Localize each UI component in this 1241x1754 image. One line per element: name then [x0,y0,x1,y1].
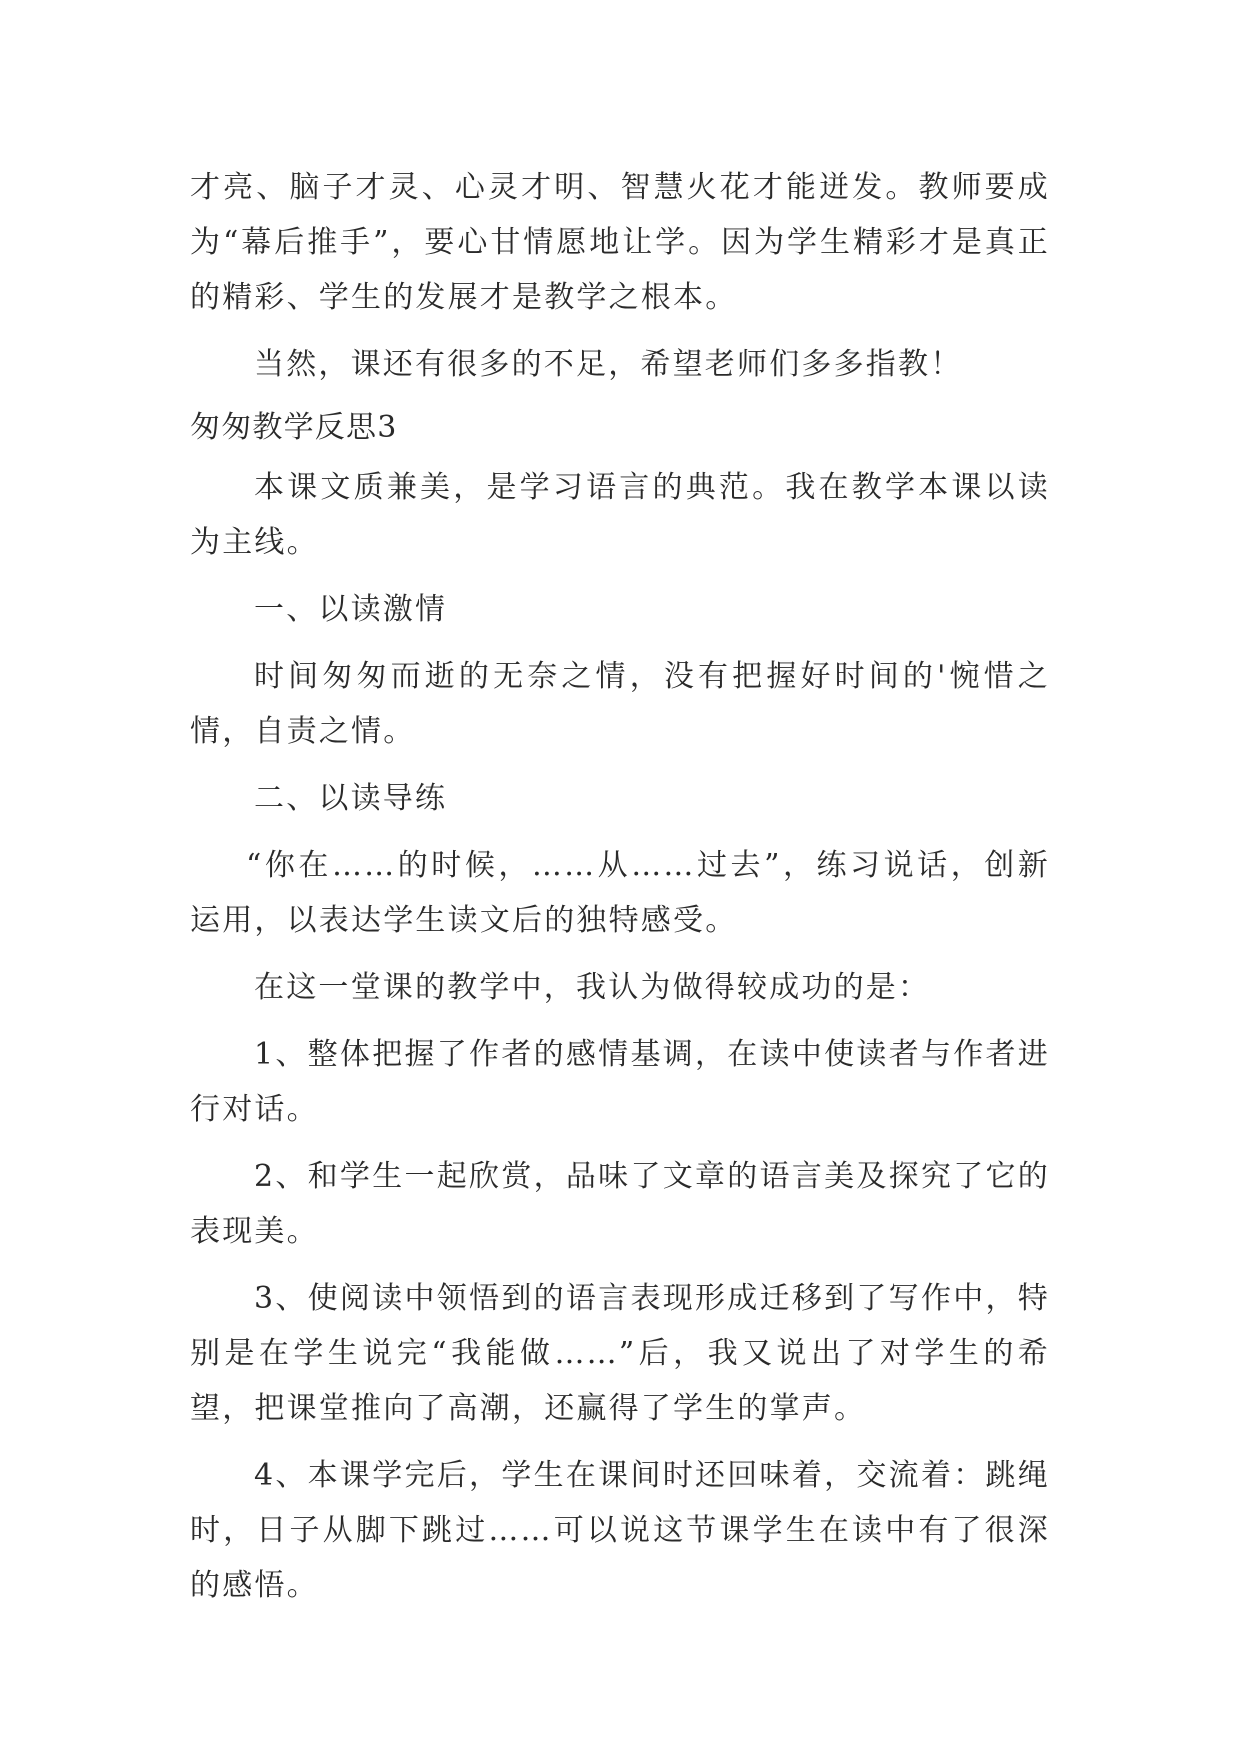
paragraph-success-intro: 在这一堂课的教学中，我认为做得较成功的是： [254,970,931,1005]
continuation-paragraph: 才亮、脑子才灵、心灵才明、智慧火花才能迸发。教师要成为“幕后推手”，要心甘情愿地让学。因为学生精彩才是真正的精彩、学生的发展才是教学之根本。 [190,170,1050,315]
subheading-read-practice: 二、以读导练 [254,781,448,816]
list-item-3: 3、使阅读中领悟到的语言表现形成迁移到了写作中，特别是在学生说完“我能做……”后，我又说出了对学生的希望，把课堂推向了高潮，还赢得了学生的掌声。 [190,1281,1050,1426]
paragraph-practice: “你在……的时候，……从……过去”，练习说话，创新运用，以表达学生读文后的独特感受。 [190,848,1050,938]
document-body [190,160,1050,1625]
closing-paragraph: 当然，课还有很多的不足，希望老师们多多指教！ [254,347,963,382]
paragraph-emotion: 时间匆匆而逝的无奈之情，没有把握好时间的'惋惜之情，自责之情。 [190,659,1050,749]
list-item-4: 4、本课学完后，学生在课间时还回味着，交流着：跳绳时，日子从脚下跳过……可以说这节课学生在读中有了很深的感悟。 [190,1458,1050,1603]
list-item-1: 1、整体把握了作者的感情基调，在读中使读者与作者进行对话。 [190,1037,1050,1127]
paragraph-intro: 本课文质兼美，是学习语言的典范。我在教学本课以读为主线。 [190,470,1050,560]
list-item-2: 2、和学生一起欣赏，品味了文章的语言美及探究了它的表现美。 [190,1159,1050,1249]
subheading-read-emotion: 一、以读激情 [254,592,448,627]
section-title: 匆匆教学反思3 [190,410,398,445]
